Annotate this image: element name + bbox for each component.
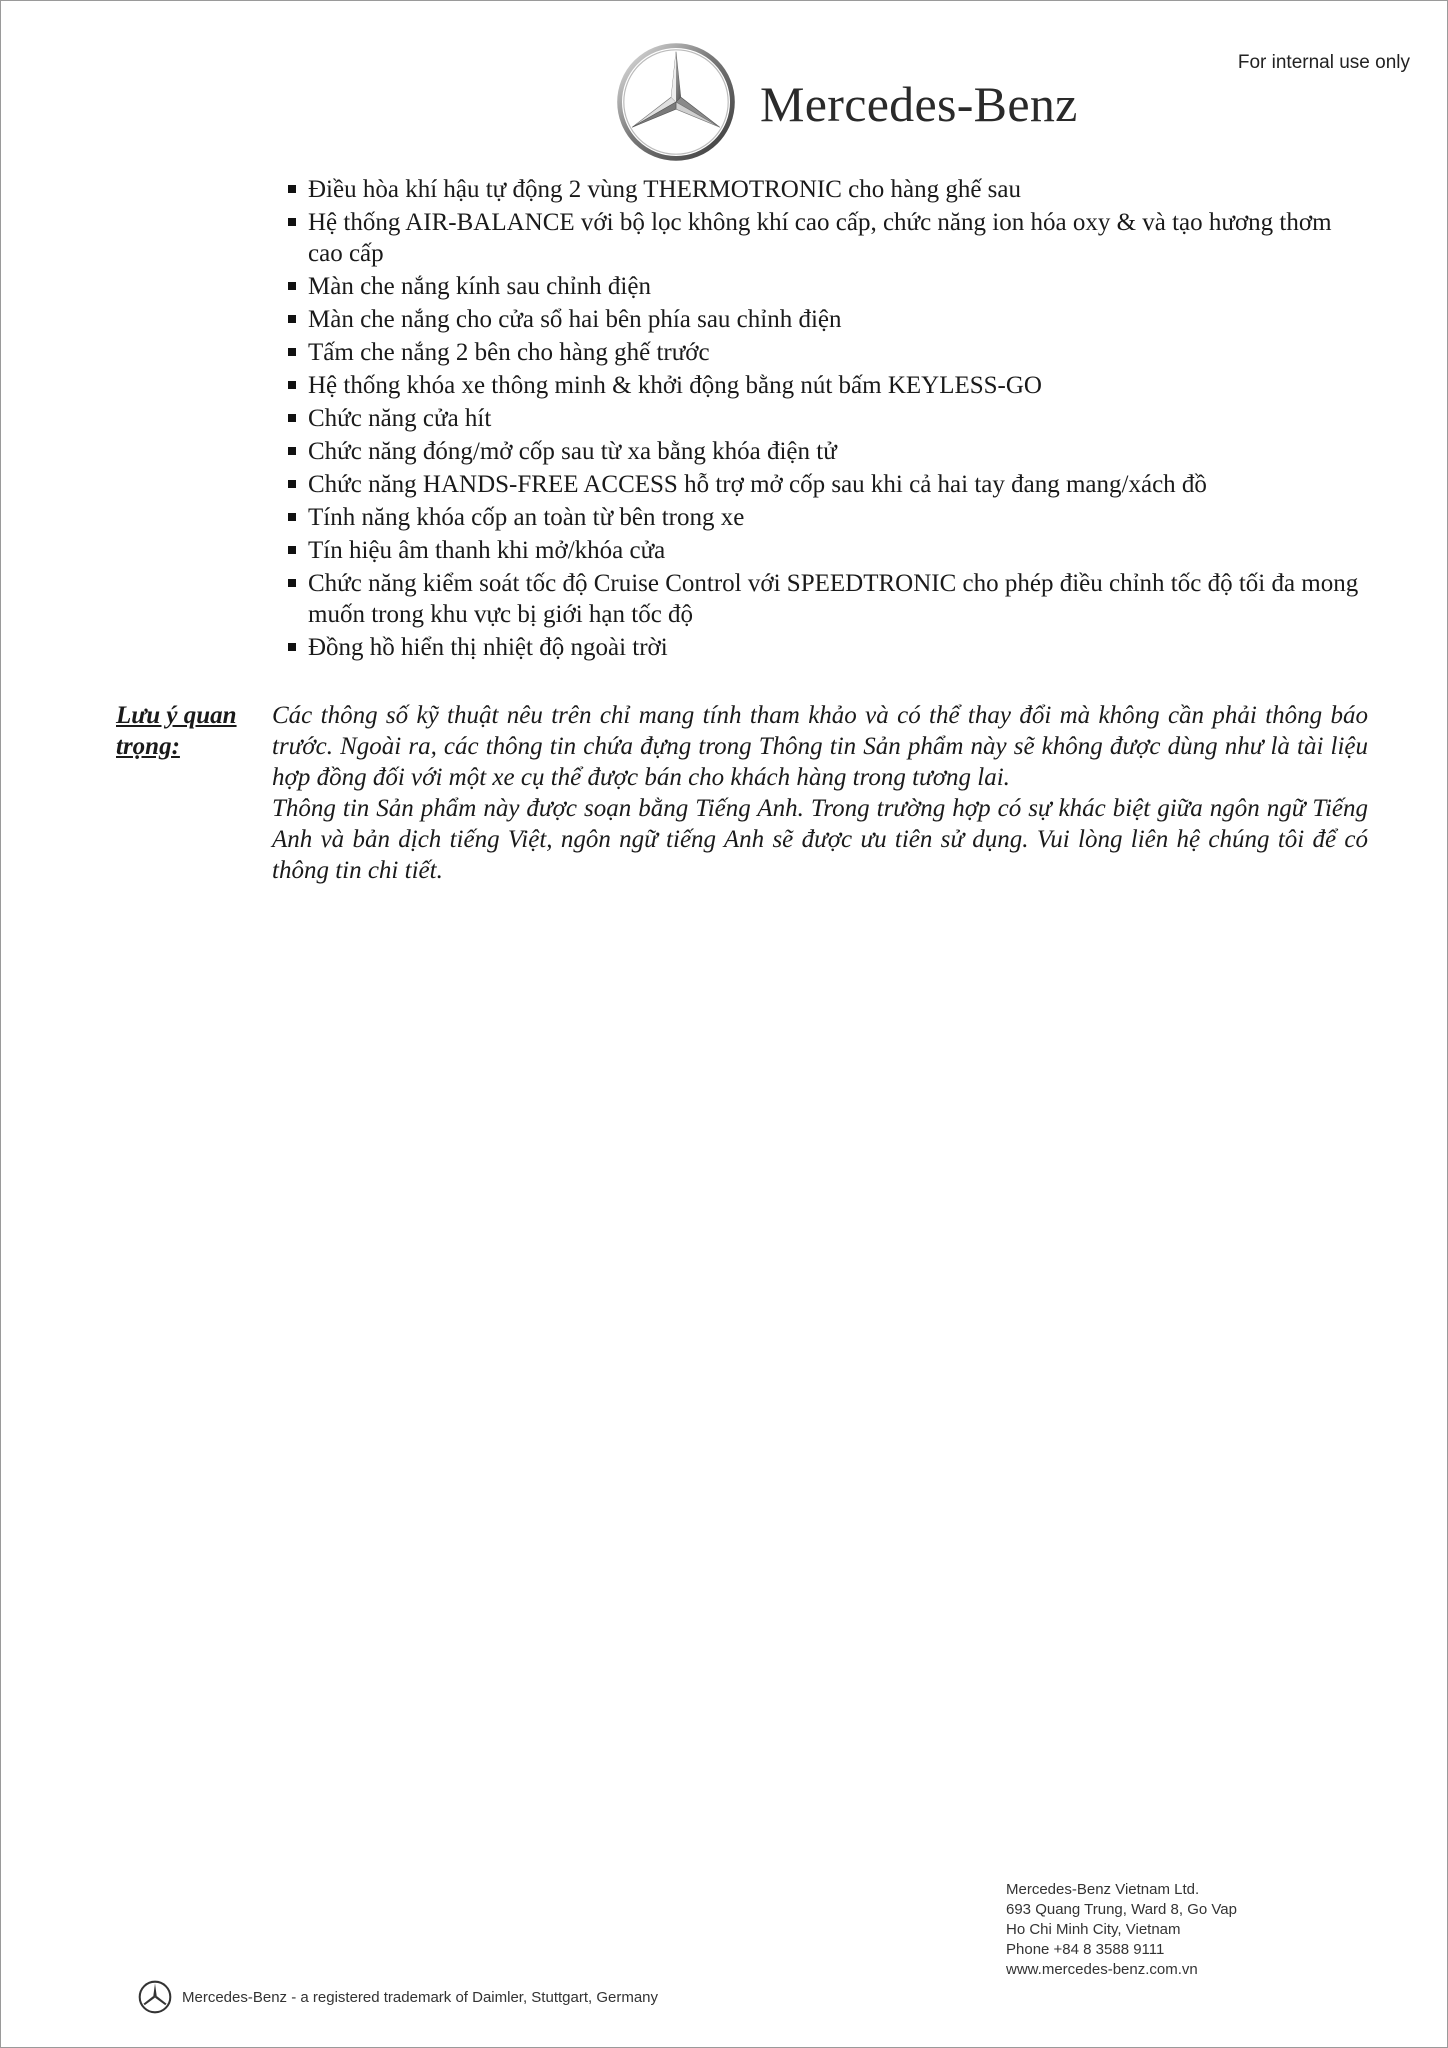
list-item: Tính năng khóa cốp an toàn từ bên trong xe [288,502,1368,533]
brand-header [616,42,1078,162]
internal-use-note: For internal use only [1237,52,1410,73]
website-link[interactable]: www.mercedes-benz.com.vn [1006,1961,1198,1978]
list-item: Chức năng kiểm soát tốc độ Cruise Control với SPEEDTRONIC cho phép điều chỉnh tốc độ tối đa mong muốn trong khu vực bị giới hạn tốc độ [288,568,1368,630]
brand-name: Mercedes-Benz [760,76,1078,132]
mercedes-star-icon [138,1980,172,2014]
note-label: Lưu ý quan trọng: [116,702,237,760]
feature-list [288,174,1368,665]
company-name: Mercedes-Benz Vietnam Ltd. [1006,1881,1200,1898]
list-item: Tín hiệu âm thanh khi mở/khóa cửa [288,535,1368,566]
list-item: Màn che nắng kính sau chỉnh điện [288,271,1368,302]
list-item: Điều hòa khí hậu tự động 2 vùng THERMOTRONIC cho hàng ghế sau [288,174,1368,205]
footer [138,1980,658,2014]
street-address: 693 Quang Trung, Ward 8, Go Vap [1006,1901,1237,1918]
note-body [272,700,1368,886]
list-item: Màn che nắng cho cửa sổ hai bên phía sau chỉnh điện [288,304,1368,335]
list-item: Chức năng HANDS-FREE ACCESS hỗ trợ mở cốp sau khi cả hai tay đang mang/xách đồ [288,469,1368,500]
list-item: Chức năng cửa hít [288,403,1368,434]
list-item: Đồng hồ hiển thị nhiệt độ ngoài trời [288,632,1368,663]
company-address [1006,1880,1237,1980]
list-item: Chức năng đóng/mở cốp sau từ xa bằng khóa điện tử [288,436,1368,467]
mercedes-star-icon [616,42,736,162]
important-note [116,700,1368,886]
list-item: Hệ thống AIR-BALANCE với bộ lọc không khí cao cấp, chức năng ion hóa oxy & và tạo hương thơm cao cấp [288,207,1368,269]
trademark-text: Mercedes-Benz - a registered trademark of Daimler, Stuttgart, Germany [182,1988,659,2006]
note-paragraph: Thông tin Sản phẩm này được soạn bằng Tiếng Anh. Trong trường hợp có sự khác biệt giữa ngôn ngữ Tiếng Anh và bản dịch tiếng Việt, ngôn ngữ tiếng Anh sẽ được ưu tiên sử dụng. Vui lòng liên hệ chúng tôi để có thông tin chi tiết. [272,795,1368,884]
note-paragraph: Các thông số kỹ thuật nêu trên chỉ mang tính tham khảo và có thể thay đổi mà không cần phải thông báo trước. Ngoài ra, các thông tin chứa đựng trong Thông tin Sản phẩm này sẽ không được dùng như là tài liệu hợp đồng đối với một xe cụ thể được bán cho khách hàng trong tương lai. [272,702,1368,791]
list-item: Hệ thống khóa xe thông minh & khởi động bằng nút bấm KEYLESS-GO [288,370,1368,401]
list-item: Tấm che nắng 2 bên cho hàng ghế trước [288,337,1368,368]
phone-number: Phone +84 8 3588 9111 [1006,1941,1165,1958]
city-address: Ho Chi Minh City, Vietnam [1006,1921,1181,1938]
